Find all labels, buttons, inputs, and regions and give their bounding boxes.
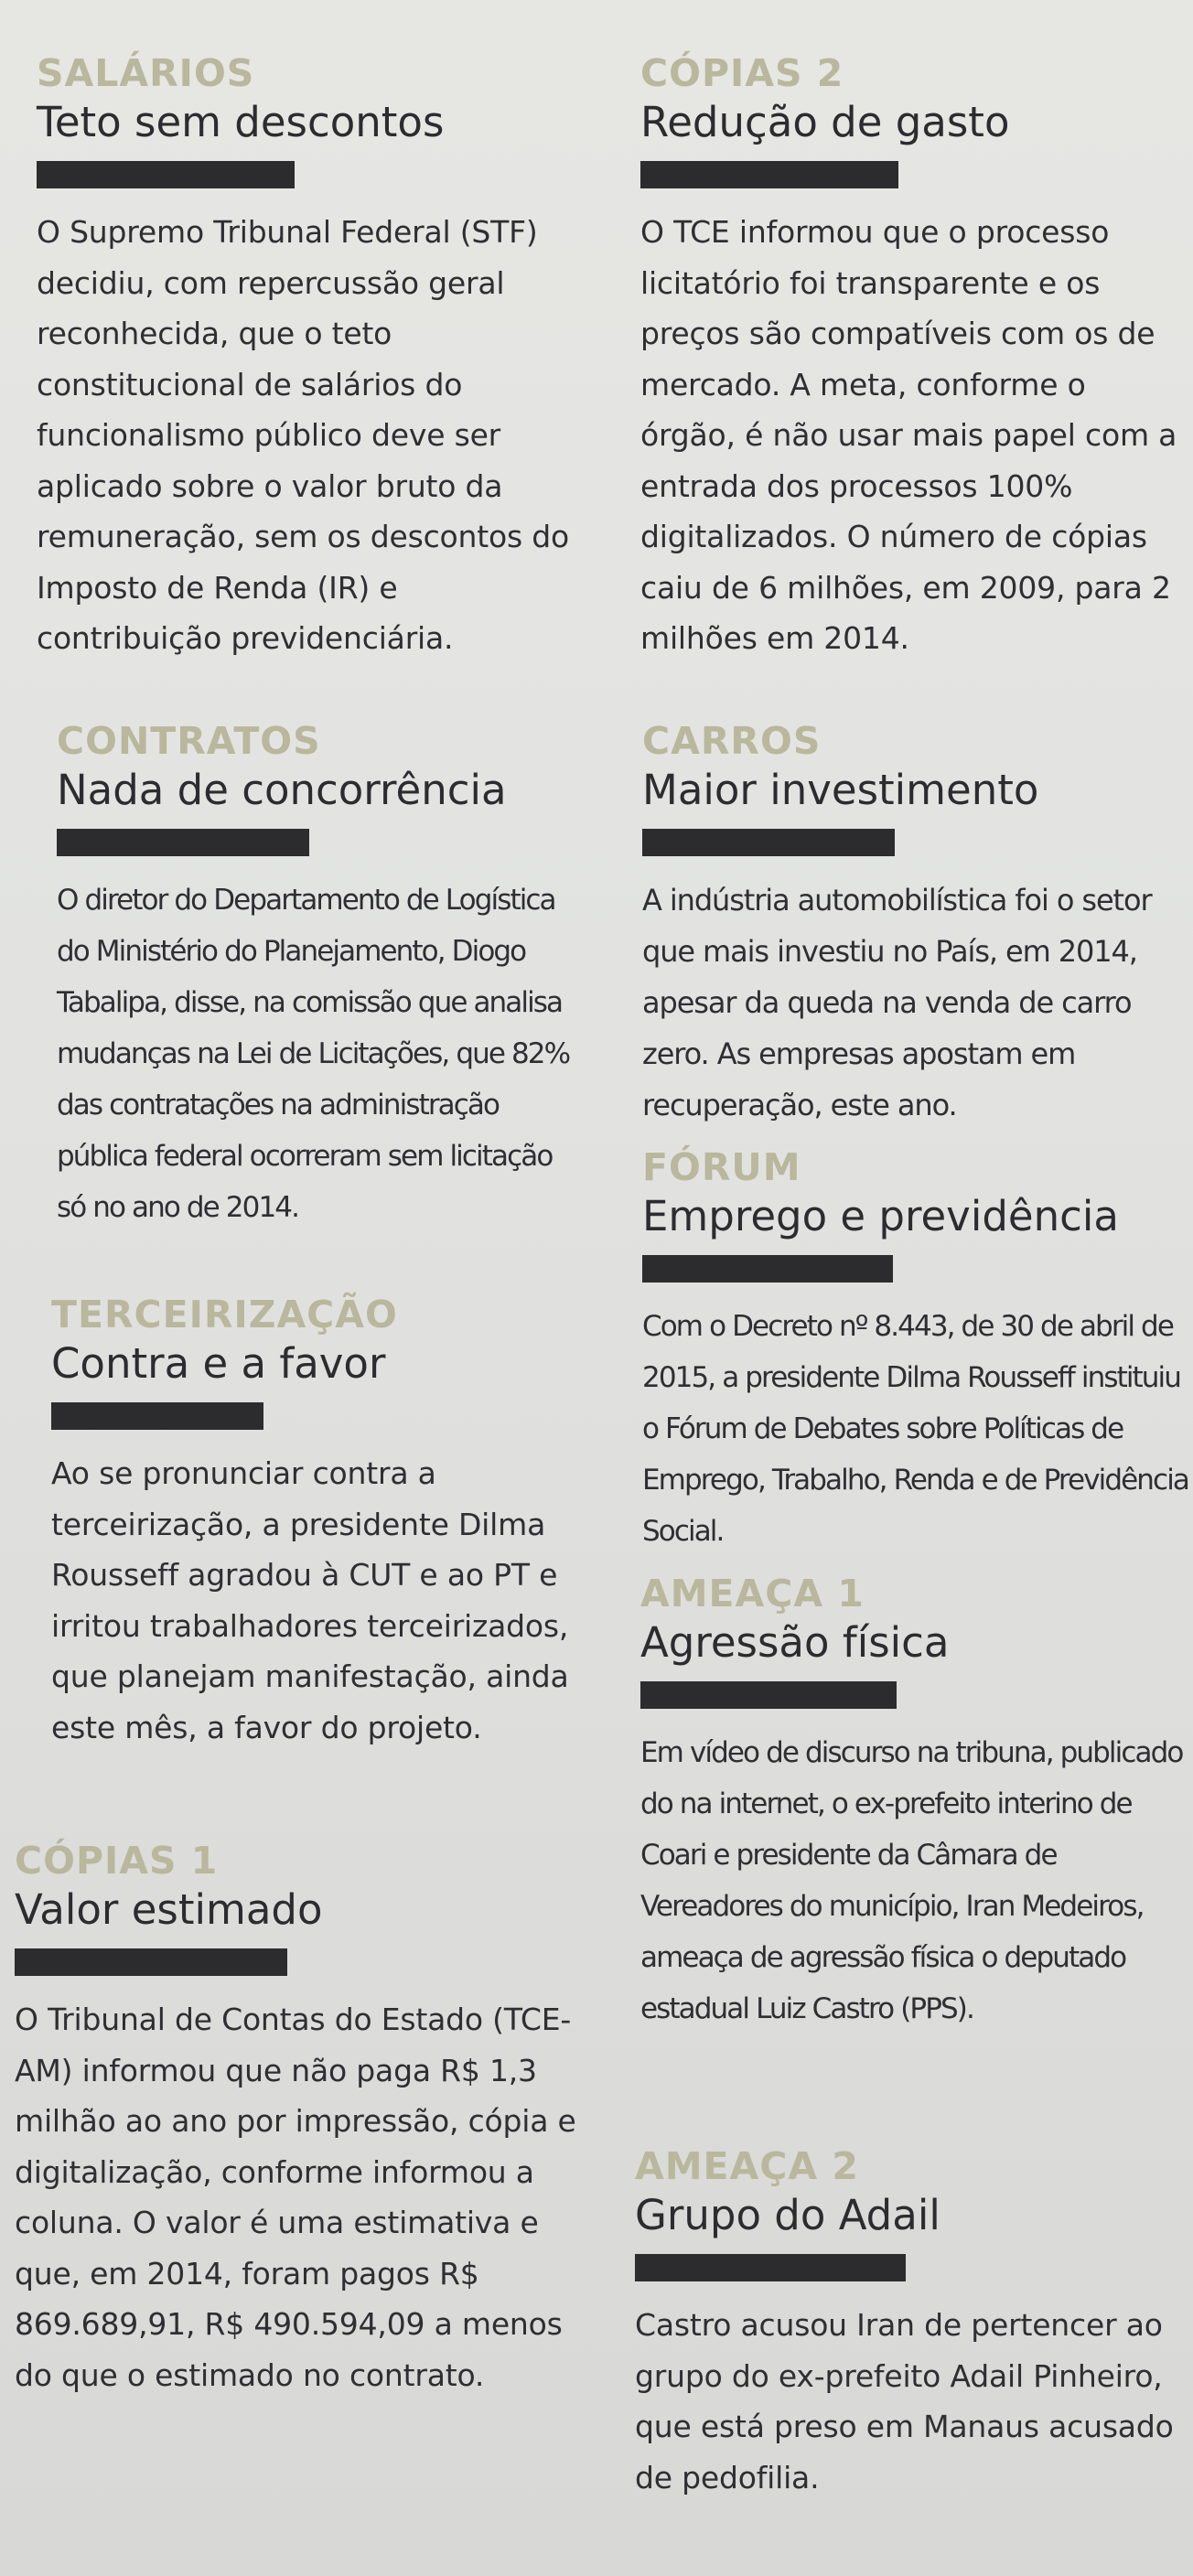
headline-divider-bar — [37, 161, 295, 188]
article-ameaca-2 — [635, 2144, 1189, 2503]
article-body: O TCE informou que o processo licitatório foi transparente e os preços são compatíveis com os de mercado. A meta, conforme o órgão, é não usar mais papel com a entrada dos processos 100% digitalizados. O número de cópias caiu de 6 milhões, em 2009, para 2 milhões em 2014. — [640, 214, 1177, 656]
article-headline: Redução de gasto — [640, 98, 1010, 146]
article-body: Com o Decreto nº 8.443, de 30 de abril de 2015, a presidente Dilma Rousseff instituiu o Fórum de Debates sobre Políticas de Emprego, Trabalho, Renda e de Previdência Social. — [642, 1310, 1189, 1548]
article-headline: Maior investimento — [642, 766, 1039, 814]
article-headline: Contra e a favor — [51, 1339, 386, 1388]
article-category: CARROS — [642, 719, 822, 763]
article-copias-1 — [15, 1839, 600, 2400]
headline-divider-bar — [642, 829, 895, 856]
article-headline: Valor estimado — [15, 1885, 323, 1934]
headline-divider-bar — [15, 1948, 287, 1976]
article-ameaca-1 — [640, 1572, 1189, 2034]
article-category: AMEAÇA 2 — [635, 2144, 859, 2188]
article-category: AMEAÇA 1 — [640, 1572, 865, 1615]
article-carros — [642, 719, 1189, 1131]
headline-divider-bar — [51, 1402, 263, 1430]
article-headline: Nada de concorrência — [57, 766, 507, 814]
headline-divider-bar — [640, 1681, 897, 1709]
headline-divider-bar — [635, 2254, 906, 2281]
article-category: CÓPIAS 1 — [15, 1839, 219, 1883]
article-headline: Agressão física — [640, 1618, 950, 1667]
article-category: CONTRATOS — [57, 719, 321, 763]
article-headline: Teto sem descontos — [37, 98, 445, 146]
article-body: O Tribunal de Contas do Estado (TCE-AM) informou que não paga R$ 1,3 milhão ao ano por impressão, cópia e digitalização, conforme informou a coluna. O valor é uma estimativa e que, em 2014, foram pagos R$ 869.689,91, R$ 490.594,09 a menos do que o estimado no contrato. — [15, 2002, 576, 2393]
article-body: Ao se pronunciar contra a terceirização, a presidente Dilma Rousseff agradou à CUT e ao PT e irritou trabalhadores terceirizados, que planejam manifestação, ainda este mês, a favor do projeto. — [51, 1455, 569, 1745]
article-body: O diretor do Departamento de Logística do Ministério do Planejamento, Diogo Tabalipa, disse, na comissão que analisa mudanças na Lei de Licitações, que 82% das contratações na administração pública federal ocorreram sem licitação só no ano de 2014. — [57, 884, 570, 1224]
article-body: O Supremo Tribunal Federal (STF) decidiu, com repercussão geral reconhecida, que o teto constitucional de salários do funcionalismo público deve ser aplicado sobre o valor bruto da remuneração, sem os descontos do Imposto de Renda (IR) e contribuição previdenciária. — [37, 214, 569, 656]
article-contratos — [57, 719, 587, 1233]
article-forum — [642, 1145, 1189, 1557]
article-category: SALÁRIOS — [37, 51, 255, 95]
article-body: Castro acusou Iran de pertencer ao grupo do ex-prefeito Adail Pinheiro, que está preso em Manaus acusado de pedofilia. — [635, 2307, 1174, 2496]
article-copias-2 — [640, 51, 1189, 664]
article-category: TERCEIRIZAÇÃO — [51, 1293, 398, 1336]
headline-divider-bar — [57, 829, 309, 856]
article-headline: Grupo do Adail — [635, 2191, 940, 2239]
headline-divider-bar — [640, 161, 898, 188]
article-headline: Emprego e previdência — [642, 1192, 1119, 1240]
headline-divider-bar — [642, 1255, 893, 1283]
article-body: A indústria automobilística foi o setor que mais investiu no País, em 2014, apesar da queda na venda de carro zero. As empresas apostam em recuperação, este ano. — [642, 883, 1152, 1122]
article-category: CÓPIAS 2 — [640, 51, 844, 95]
article-terceirizacao — [51, 1293, 591, 1753]
article-category: FÓRUM — [642, 1145, 801, 1189]
article-body: Em vídeo de discurso na tribuna, publicado do na internet, o ex-prefeito interino de Coari e presidente da Câmara de Vereadores do município, Iran Medeiros, ameaça de agressão física o deputado estadual Luiz Castro (PPS). — [640, 1736, 1183, 2025]
article-salarios — [37, 51, 576, 664]
